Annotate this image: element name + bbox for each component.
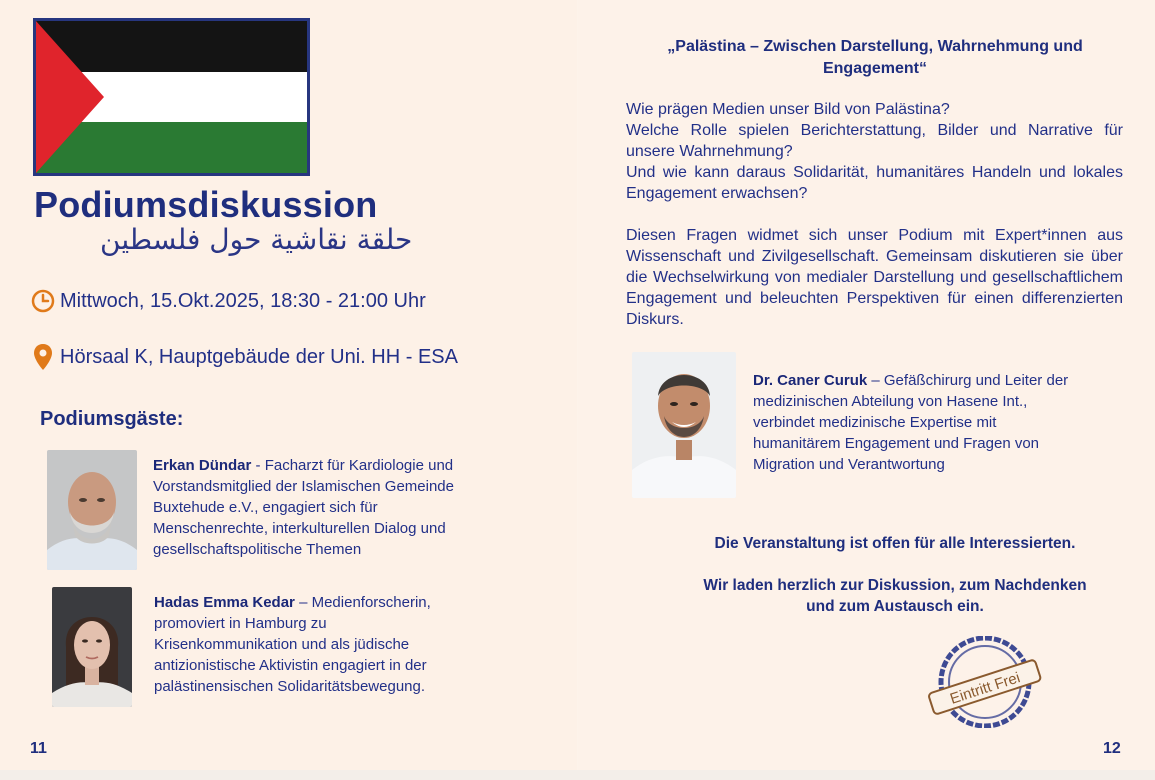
page-title: Podiumsdiskussion bbox=[34, 184, 378, 225]
location-row bbox=[30, 344, 458, 370]
guest-bio-caner: Dr. Caner Curuk – Gefäßchirurg und Leiter der medizinischen Abteilung von Hasene Int., verbindet medizinische Expertise mit humanitärem Engagement und Fragen von Migration und Verantwortung bbox=[753, 372, 1069, 473]
guest-card-hadas bbox=[52, 587, 474, 707]
guest-photo-caner bbox=[632, 352, 736, 498]
page-number-right: 12 bbox=[1103, 740, 1121, 757]
date-time-row bbox=[30, 288, 426, 314]
date-time-text: Mittwoch, 15.Okt.2025, 18:30 - 21:00 Uhr bbox=[60, 289, 426, 312]
guest-photo-hadas bbox=[52, 587, 132, 707]
guest-photo-erkan bbox=[47, 450, 137, 570]
location-pin-icon bbox=[30, 344, 56, 370]
invitation-text: Wir laden herzlich zur Diskussion, zum Nachdenken und zum Austausch ein. bbox=[703, 577, 1087, 615]
open-event-line: Die Veranstaltung ist offen für alle Interessierten. bbox=[714, 535, 1076, 552]
clock-icon bbox=[30, 288, 56, 314]
guest-bio-hadas: Hadas Emma Kedar – Medienforscherin, promoviert in Hamburg zu Krisenkommunikation und als jüdische antizionistische Aktivistin engagiert in der palästinensischen Solidaritätsbewegung. bbox=[154, 594, 431, 695]
arabic-title: حلقة نقاشية حول فلسطين bbox=[100, 223, 413, 256]
stamp-text: Eintritt Frei bbox=[948, 669, 1023, 708]
guests-heading: Podiumsgäste: bbox=[40, 408, 184, 430]
bottom-strip bbox=[0, 770, 1155, 780]
palestine-flag bbox=[33, 18, 310, 176]
body-paragraph: Diesen Fragen widmet sich unser Podium mit Expert*innen aus Wissenschaft und Zivilgesellschaft. Gemeinsam diskutieren sie über die Wechselwirkung von medialer Darstellung und gesellschaftlichem Engagement und beleuchten Perspektiven für einen differenzierten Diskurs. bbox=[626, 227, 1123, 328]
guest-name: Hadas Emma Kedar bbox=[154, 594, 295, 611]
guest-card-caner bbox=[632, 352, 1103, 498]
article-title: „Palästina – Zwischen Darstellung, Wahrnehmung und Engagement“ bbox=[667, 38, 1083, 77]
guest-card-erkan bbox=[47, 450, 488, 570]
intro-questions: Wie prägen Medien unser Bild von Palästina? Welche Rolle spielen Berichterstattung, Bilder und Narrative für unsere Wahrnehmung? Und wie kann daraus Solidarität, humanitäres Handeln und lokales Engagement erwachsen? bbox=[626, 101, 1123, 202]
location-text: Hörsaal K, Hauptgebäude der Uni. HH - ESA bbox=[60, 345, 458, 368]
guest-name: Dr. Caner Curuk bbox=[753, 372, 868, 389]
guest-name: Erkan Dündar bbox=[153, 457, 252, 474]
free-entry-stamp bbox=[925, 636, 1045, 728]
guest-bio-erkan: Erkan Dündar - Facharzt für Kardiologie und Vorstandsmitglied der Islamischen Gemeinde Buxtehude e.V., engagiert sich für Menschenrechte, interkulturellen Dialog und gesellschaftspolitische Themen bbox=[153, 457, 454, 558]
page-number-left: 11 bbox=[30, 740, 47, 757]
